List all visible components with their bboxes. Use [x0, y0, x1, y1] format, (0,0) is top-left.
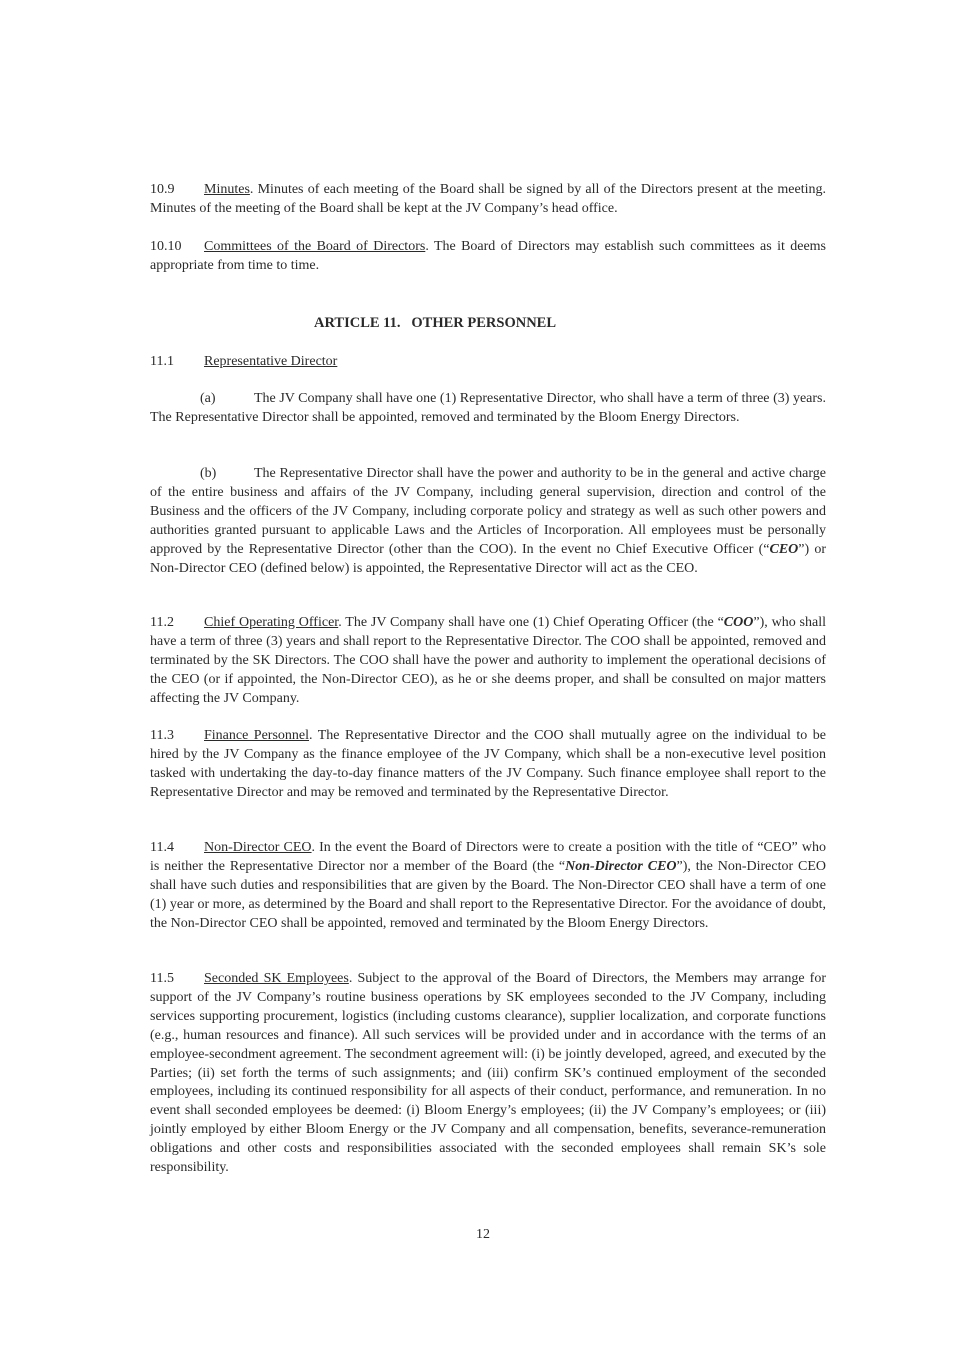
section-text: . The Representative Director and the COO shall mutually agree on the individual to be hired by the JV Company as the finance employee of the JV Company, which shall be a non-executive level position tasked with undertaking the day-to-day finance matters of the JV Company. Such finance employee shall report to the Representative Director and may be removed and terminated by the Representative Director.	[150, 728, 826, 800]
section-number: 11.1	[150, 354, 174, 369]
article-label: ARTICLE 11.	[314, 315, 401, 331]
section-11-1-heading	[150, 353, 826, 372]
section-text: . In the event the Board of Directors were to create a position with the title of “CEO” who is neither the Representative Director nor a member of the Board (the “	[150, 840, 826, 874]
section-title: Representative Director	[204, 354, 338, 369]
section-10-9	[150, 181, 826, 219]
section-text-cont: ”), the Non-Director CEO shall have such duties and responsibilities that are given by the Board. The Non-Director CEO shall have a term of one (1) year or more, as determined by the Board and shall report to the Representative Director. For the avoidance of doubt, the Non-Director CEO shall be appointed, removed and terminated by the Bloom Energy Directors.	[150, 858, 826, 931]
subsection-text-cont: ”) or Non-Director CEO (defined below) is appointed, the Representative Director will act as the CEO.	[150, 541, 827, 576]
section-10-10	[150, 238, 826, 276]
defined-term: CEO	[769, 541, 799, 557]
section-number: 11.4	[150, 840, 174, 855]
section-number: 10.9	[150, 182, 175, 197]
subsection-label: (b)	[200, 466, 217, 481]
section-text: . Subject to the approval of the Board of Directors, the Members may arrange for support of the JV Company’s routine business operations by SK employees seconded to the JV Company, including services supporting procurement, logistics (including customs clearance), supplier localization, and corporate functions (e.g., human resources and finance). All such services will be provided under and in accordance with the terms of an employee-secondment agreement. The secondment agreement will: (i) be jointly developed, agreed, and executed by the Parties; (ii) set forth the terms of such assignments; and (iii) confirm SK’s continued employment of the seconded employees, including its continued responsibility for all aspects of their conduct, performance, and remuneration. In no event shall seconded employees be deemed: (i) Bloom Energy’s employees; (ii) the JV Company’s employees; or (iii) jointly employed by either Bloom Energy or the JV Company and all compensation, benefits, severance-remuneration obligations and other costs and responsibilities associated with the seconded employees shall remain SK’s sole responsibility.	[150, 971, 827, 1176]
section-11-4	[150, 839, 826, 934]
section-text: . The Board of Directors may establish such committees as it deems appropriate from time to time.	[150, 239, 826, 273]
section-text: . Minutes of each meeting of the Board shall be signed by all of the Directors present at the meeting. Minutes of the meeting of the Board shall be kept at the JV Company’s head office.	[150, 182, 826, 216]
section-title: Non-Director CEO	[204, 840, 312, 855]
section-title: Finance Personnel	[204, 728, 310, 743]
section-number: 11.5	[150, 971, 174, 986]
section-number: 11.2	[150, 615, 174, 630]
section-11-1-a	[150, 390, 826, 428]
defined-term: Non-Director CEO	[565, 858, 677, 874]
section-11-2	[150, 614, 826, 709]
section-title: Chief Operating Officer	[204, 615, 339, 630]
article-title: OTHER PERSONNEL	[411, 315, 557, 331]
defined-term: COO	[723, 615, 754, 630]
section-11-1-b	[150, 465, 826, 578]
subsection-text: The JV Company shall have one (1) Representative Director, who shall have a term of three (3) years. The Representative Director shall be appointed, removed and terminated by the Bloom Energy Directors.	[150, 391, 826, 425]
section-11-3	[150, 727, 826, 803]
section-title: Minutes	[204, 182, 250, 197]
section-title: Committees of the Board of Directors	[204, 239, 426, 254]
section-11-5	[150, 970, 826, 1178]
section-title: Seconded SK Employees	[204, 971, 349, 986]
section-number: 11.3	[150, 728, 174, 743]
section-text: . The JV Company shall have one (1) Chief Operating Officer (the “	[338, 615, 724, 630]
article-heading	[314, 315, 556, 332]
section-text-cont: ”), who shall have a term of three (3) years and shall report to the Representative Director. The COO shall be appointed, removed and terminated by the SK Directors. The COO shall have the power and authority to implement the operational decisions of the CEO (or if appointed, the Non-Director CEO), as he or she deems proper, and shall be consulted on major matters affecting the JV Company.	[150, 615, 826, 706]
page-number: 12	[476, 1227, 490, 1242]
subsection-text: The Representative Director shall have the power and authority to be in the general and active charge of the entire business and affairs of the JV Company, including general supervision, direction and control of the Business and the officers of the JV Company, including corporate policy and strategy as well as such other powers and authorities granted pursuant to applicable Laws and the Articles of Incorporation. All employees must be personally approved by the Representative Director (other than the COO). In the event no Chief Executive Officer (“	[150, 466, 826, 557]
subsection-label: (a)	[200, 391, 216, 406]
section-number: 10.10	[150, 239, 182, 254]
